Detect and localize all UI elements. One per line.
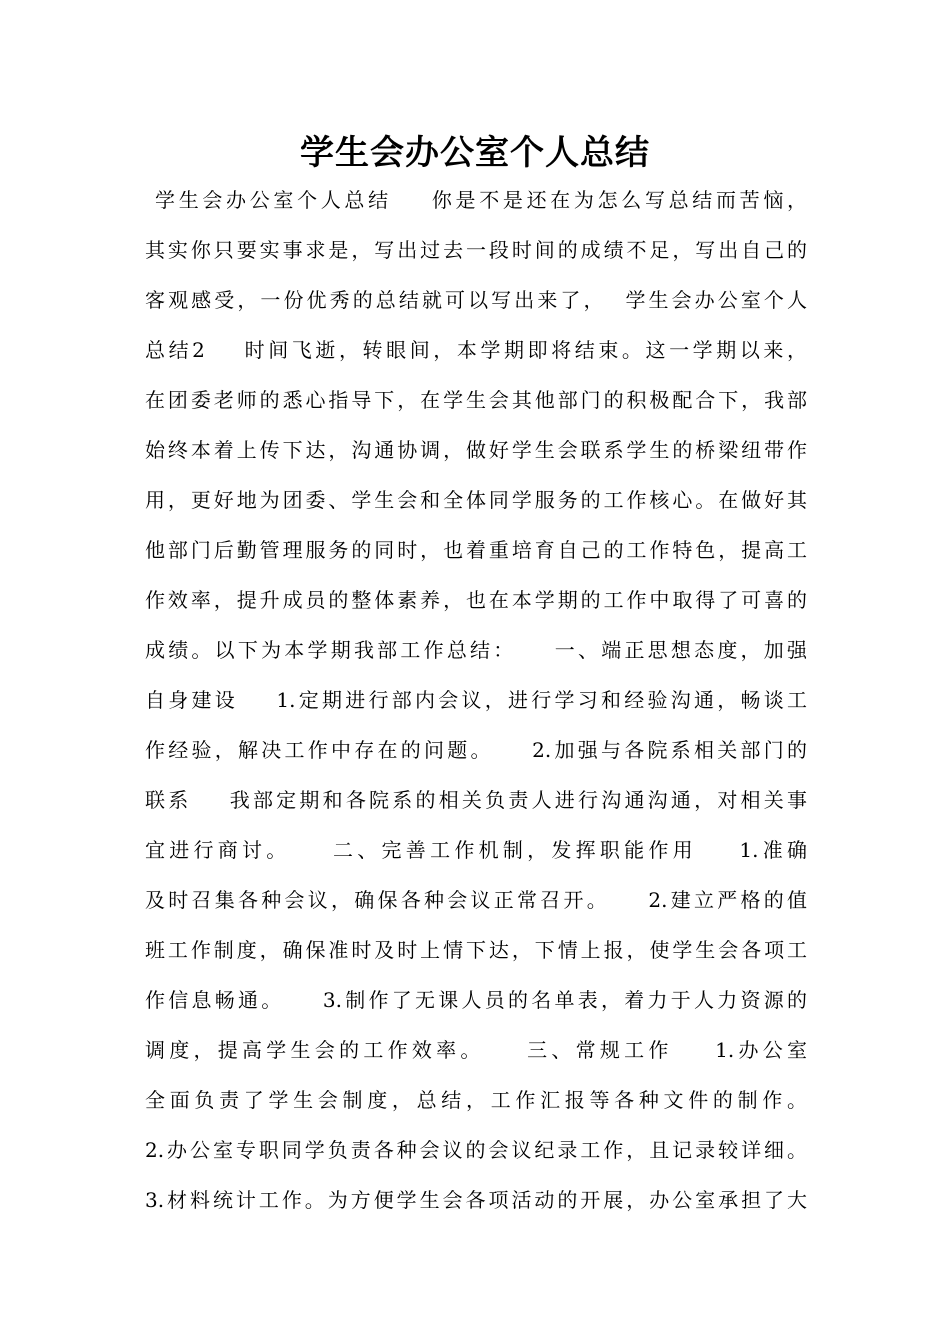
body-line: 3.材料统计工作。为方便学生会各项活动的开展，办公室承担了大 [145,1188,807,1212]
body-line: 班工作制度，确保准时及时上情下达，下情上报，使学生会各项工 [145,938,807,962]
body-line: 始终本着上传下达，沟通协调，做好学生会联系学生的桥梁纽带作 [145,438,807,462]
document-body [145,180,807,1230]
body-line: 2.办公室专职同学负责各种会议的会议纪录工作，且记录较详细。 [145,1138,807,1162]
body-line: 成绩。以下为本学期我部工作总结： 一、端正思想态度，加强 [145,638,807,662]
body-line: 其实你只要实事求是，写出过去一段时间的成绩不足，写出自己的 [145,238,807,262]
body-line: 作效率，提升成员的整体素养，也在本学期的工作中取得了可喜的 [145,588,807,612]
body-line: 总结2 时间飞逝，转眼间，本学期即将结束。这一学期以来， [145,338,807,362]
body-line: 客观感受，一份优秀的总结就可以写出来了， 学生会办公室个人 [145,288,807,312]
body-line: 用，更好地为团委、学生会和全体同学服务的工作核心。在做好其 [145,488,807,512]
document-title: 学生会办公室个人总结 [300,133,650,173]
body-line: 及时召集各种会议，确保各种会议正常召开。 2.建立严格的值 [145,888,807,912]
body-line: 作经验，解决工作中存在的问题。 2.加强与各院系相关部门的 [145,738,807,762]
body-line: 自身建设 1.定期进行部内会议，进行学习和经验沟通，畅谈工 [145,688,807,712]
body-line: 调度，提高学生会的工作效率。 三、常规工作 1.办公室 [145,1038,807,1062]
body-line: 他部门后勤管理服务的同时，也着重培育自己的工作特色，提高工 [145,538,807,562]
body-line: 宜进行商讨。 二、完善工作机制，发挥职能作用 1.准确 [145,838,807,862]
body-line: 作信息畅通。 3.制作了无课人员的名单表，着力于人力资源的 [145,988,807,1012]
body-line: 联系 我部定期和各院系的相关负责人进行沟通沟通，对相关事 [145,788,807,812]
body-line: 全面负责了学生会制度，总结，工作汇报等各种文件的制作。 [145,1088,807,1112]
body-line: 在团委老师的悉心指导下，在学生会其他部门的积极配合下，我部 [145,388,807,412]
body-line: 学生会办公室个人总结 你是不是还在为怎么写总结而苦恼， [145,188,807,212]
